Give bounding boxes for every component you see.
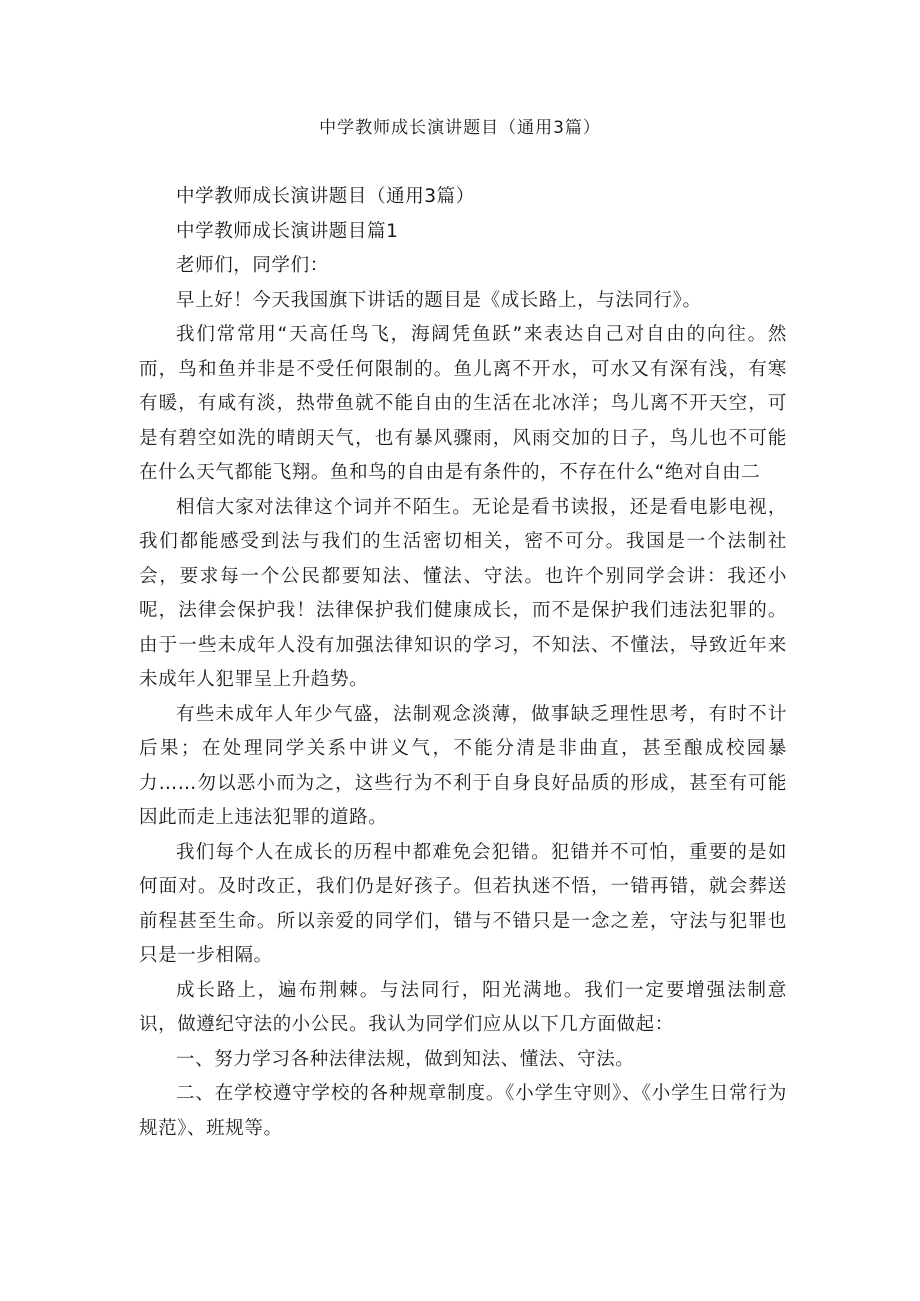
paragraph-mistakes: 我们每个人在成长的历程中都难免会犯错。犯错并不可怕，重要的是如何面对。及时改正，我们仍是好孩子。但若执迷不悟，一错再错，就会葬送前程甚至生命。所以亲爱的同学们，错与不错只是一念之差，守法与犯罪也只是一步相隔。 xyxy=(139,841,787,966)
paragraph-subtitle: 中学教师成长演讲题目（通用3篇） xyxy=(176,186,475,207)
paragraph-salutation: 老师们，同学们： xyxy=(176,255,329,276)
paragraph-section-heading: 中学教师成长演讲题目篇1 xyxy=(176,220,399,242)
paragraph-greeting: 早上好！今天我国旗下讲话的题目是《成长路上，与法同行》。 xyxy=(176,289,702,311)
paragraph-point-two: 二、在学校遵守学校的各种规章制度。《小学生守则》、《小学生日常行为规范》、班规等。 xyxy=(139,1083,787,1139)
paragraph-freedom: 我们常常用“天高任鸟飞，海阔凭鱼跃”来表达自己对自由的向往。然而，鸟和鱼并非是不受任何限制的。鱼儿离不开水，可水又有深有浅，有寒有暖，有咸有淡，热带鱼就不能自由的生活在北冰洋；鸟儿离不开天空，可是有碧空如洗的晴朗天气，也有暴风骤雨，风雨交加的日子，鸟儿也不可能在什么天气都能飞翔。鱼和鸟的自由是有条件的，不存在什么“绝对自由二 xyxy=(139,324,787,483)
paragraph-point-one: 一、努力学习各种法律法规，做到知法、懂法、守法。 xyxy=(176,1048,635,1070)
paragraph-minors: 有些未成年人年少气盛，法制观念淡薄，做事缺乏理性思考，有时不计后果；在处理同学关系中讲义气，不能分清是非曲直，甚至酿成校园暴力……勿以恶小而为之，这些行为不利于自身良好品质的形成，甚至有可能因此而走上违法犯罪的道路。 xyxy=(139,703,787,828)
paragraph-law-awareness: 相信大家对法律这个词并不陌生。无论是看书读报，还是看电影电视，我们都能感受到法与我们的生活密切相关，密不可分。我国是一个法制社会，要求每一个公民都要知法、懂法、守法。也许个别同学会讲：我还小呢，法律会保护我！法律保护我们健康成长，而不是保护我们违法犯罪的。由于一些未成年人没有加强法律知识的学习，不知法、不懂法，导致近年来未成年人犯罪呈上升趋势。 xyxy=(139,496,787,690)
paragraph-growth-path: 成长路上，遍布荆棘。与法同行，阳光满地。我们一定要增强法制意识，做遵纪守法的小公民。我认为同学们应从以下几方面做起： xyxy=(139,979,787,1035)
document-body xyxy=(139,180,787,1146)
document-title: 中学教师成长演讲题目（通用3篇） xyxy=(319,118,601,138)
